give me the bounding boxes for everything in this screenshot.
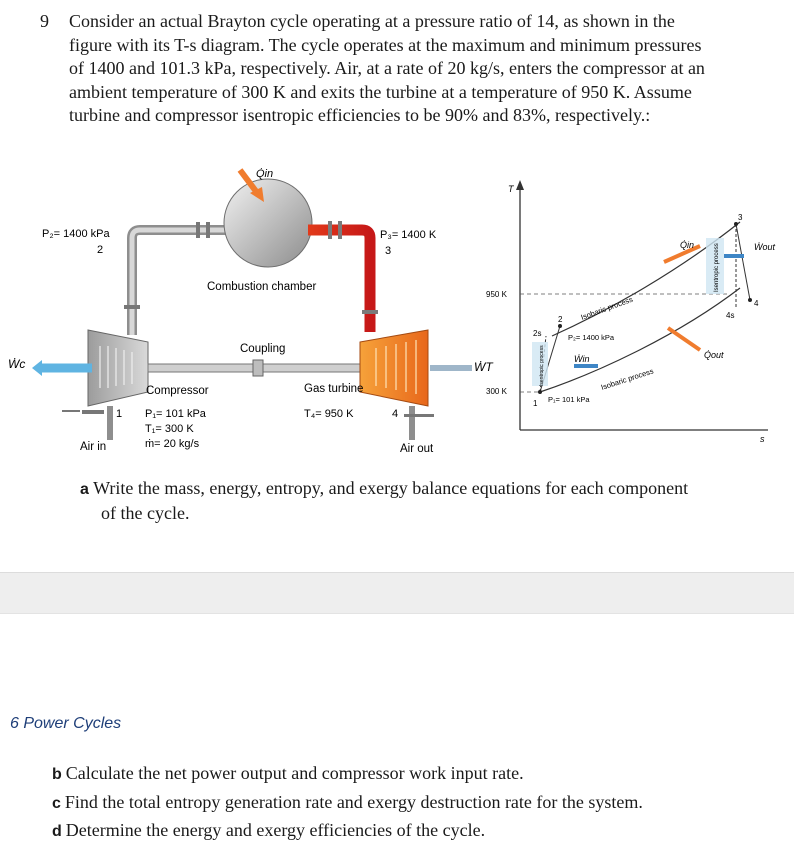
label-air-in: Air in (80, 441, 107, 453)
problem-line: turbine and compressor isentropic efficiencies to be 90% and 83%, respectively.: (69, 105, 651, 126)
ts-w-in: Ẇin (574, 354, 590, 364)
label-w-t: ẆT (474, 360, 493, 374)
brayton-figure (0, 160, 794, 460)
part-a-line: Write the mass, energy, entropy, and exergy balance equations for each component (93, 478, 689, 498)
ts-point-4: 4 (754, 299, 759, 308)
s-axis-label: s (760, 434, 765, 444)
parts-list (52, 760, 643, 846)
label-state-3: 3 (385, 245, 392, 257)
part-a-line: of the cycle. (101, 502, 190, 523)
part-a (80, 477, 792, 525)
ts-diagram (486, 180, 776, 444)
part-label: b (52, 766, 62, 783)
label-coupling: Coupling (240, 343, 286, 355)
part-label: d (52, 823, 62, 840)
ts-q-in: Q̇in (680, 240, 695, 250)
label-state-2: 2 (97, 244, 104, 256)
ts-point-3: 3 (738, 213, 743, 222)
label-q-in: Q̇in (256, 168, 274, 180)
ts-point-4s: 4s (726, 311, 735, 320)
part-text: Calculate the net power output and compressor work input rate. (65, 763, 524, 783)
pipe-3 (308, 230, 370, 332)
label-gas-turbine: Gas turbine (304, 383, 364, 395)
label-t1: T₁= 300 K (145, 423, 194, 435)
ts-p1: P₁= 101 kPa (548, 395, 590, 404)
ts-isobaric-bottom: Isobaric process (599, 366, 655, 392)
t-axis-label: T (508, 184, 514, 194)
page-break (0, 572, 794, 614)
process-3-4 (736, 224, 750, 300)
part-a-label: a (80, 481, 89, 498)
label-p2: P₂= 1400 kPa (42, 228, 110, 240)
problem-line: of 1400 and 101.3 kPa, respectively. Air, at a rate of 20 kg/s, enters the compressor at an (69, 58, 705, 79)
ts-p2: P₂= 1400 kPa (568, 333, 615, 342)
label-combustion-chamber: Combustion chamber (207, 281, 317, 293)
problem-line: figure with its T-s diagram. The cycle operates at the maximum and minimum pressures (69, 34, 702, 55)
part-d (52, 817, 643, 846)
label-t4: T₄= 950 K (304, 408, 354, 420)
ts-q-out: Q̇out (704, 350, 724, 360)
ts-point-2: 2 (558, 315, 563, 324)
label-air-out: Air out (400, 443, 434, 455)
label-p1: P₁= 101 kPa (145, 408, 206, 420)
problem-number: 9 (40, 11, 49, 31)
label-state-4: 4 (392, 408, 399, 420)
ts-point-1: 1 (533, 399, 538, 408)
problem-text (69, 10, 785, 128)
part-c (52, 789, 643, 818)
ts-isobaric-top: Isobaric process (579, 294, 635, 322)
ts-w-out: Ẇout (754, 242, 776, 252)
compressor (88, 330, 148, 406)
tick-950: 950 K (486, 290, 507, 299)
label-state-1: 1 (116, 408, 123, 420)
ts-point-2s: 2s (533, 329, 542, 338)
part-label: c (52, 794, 61, 812)
ts-isentropic-left: Isentropic process (539, 345, 545, 386)
label-p3: P₃= 1400 K (380, 229, 437, 241)
label-w-c: Ẇc (8, 357, 26, 371)
part-text: Determine the energy and exergy efficiencies of the cycle. (65, 820, 486, 840)
tick-300: 300 K (486, 387, 507, 396)
part-text: Find the total entropy generation rate and exergy destruction rate for the system. (64, 791, 643, 812)
label-compressor: Compressor (146, 385, 209, 397)
gas-turbine (360, 330, 428, 406)
problem-statement (40, 10, 785, 128)
label-mdot: ṁ= 20 kg/s (145, 438, 200, 450)
problem-line: Consider an actual Brayton cycle operating at a pressure ratio of 14, as shown in the (69, 11, 675, 31)
ts-isentropic-right: Isentropic process (714, 243, 720, 292)
combustion-chamber (224, 179, 312, 267)
problem-line: ambient temperature of 300 K and exits the turbine at a temperature of 950 K. Assume (69, 81, 692, 102)
section-header: 6 Power Cycles (10, 715, 122, 732)
part-b (52, 760, 643, 789)
